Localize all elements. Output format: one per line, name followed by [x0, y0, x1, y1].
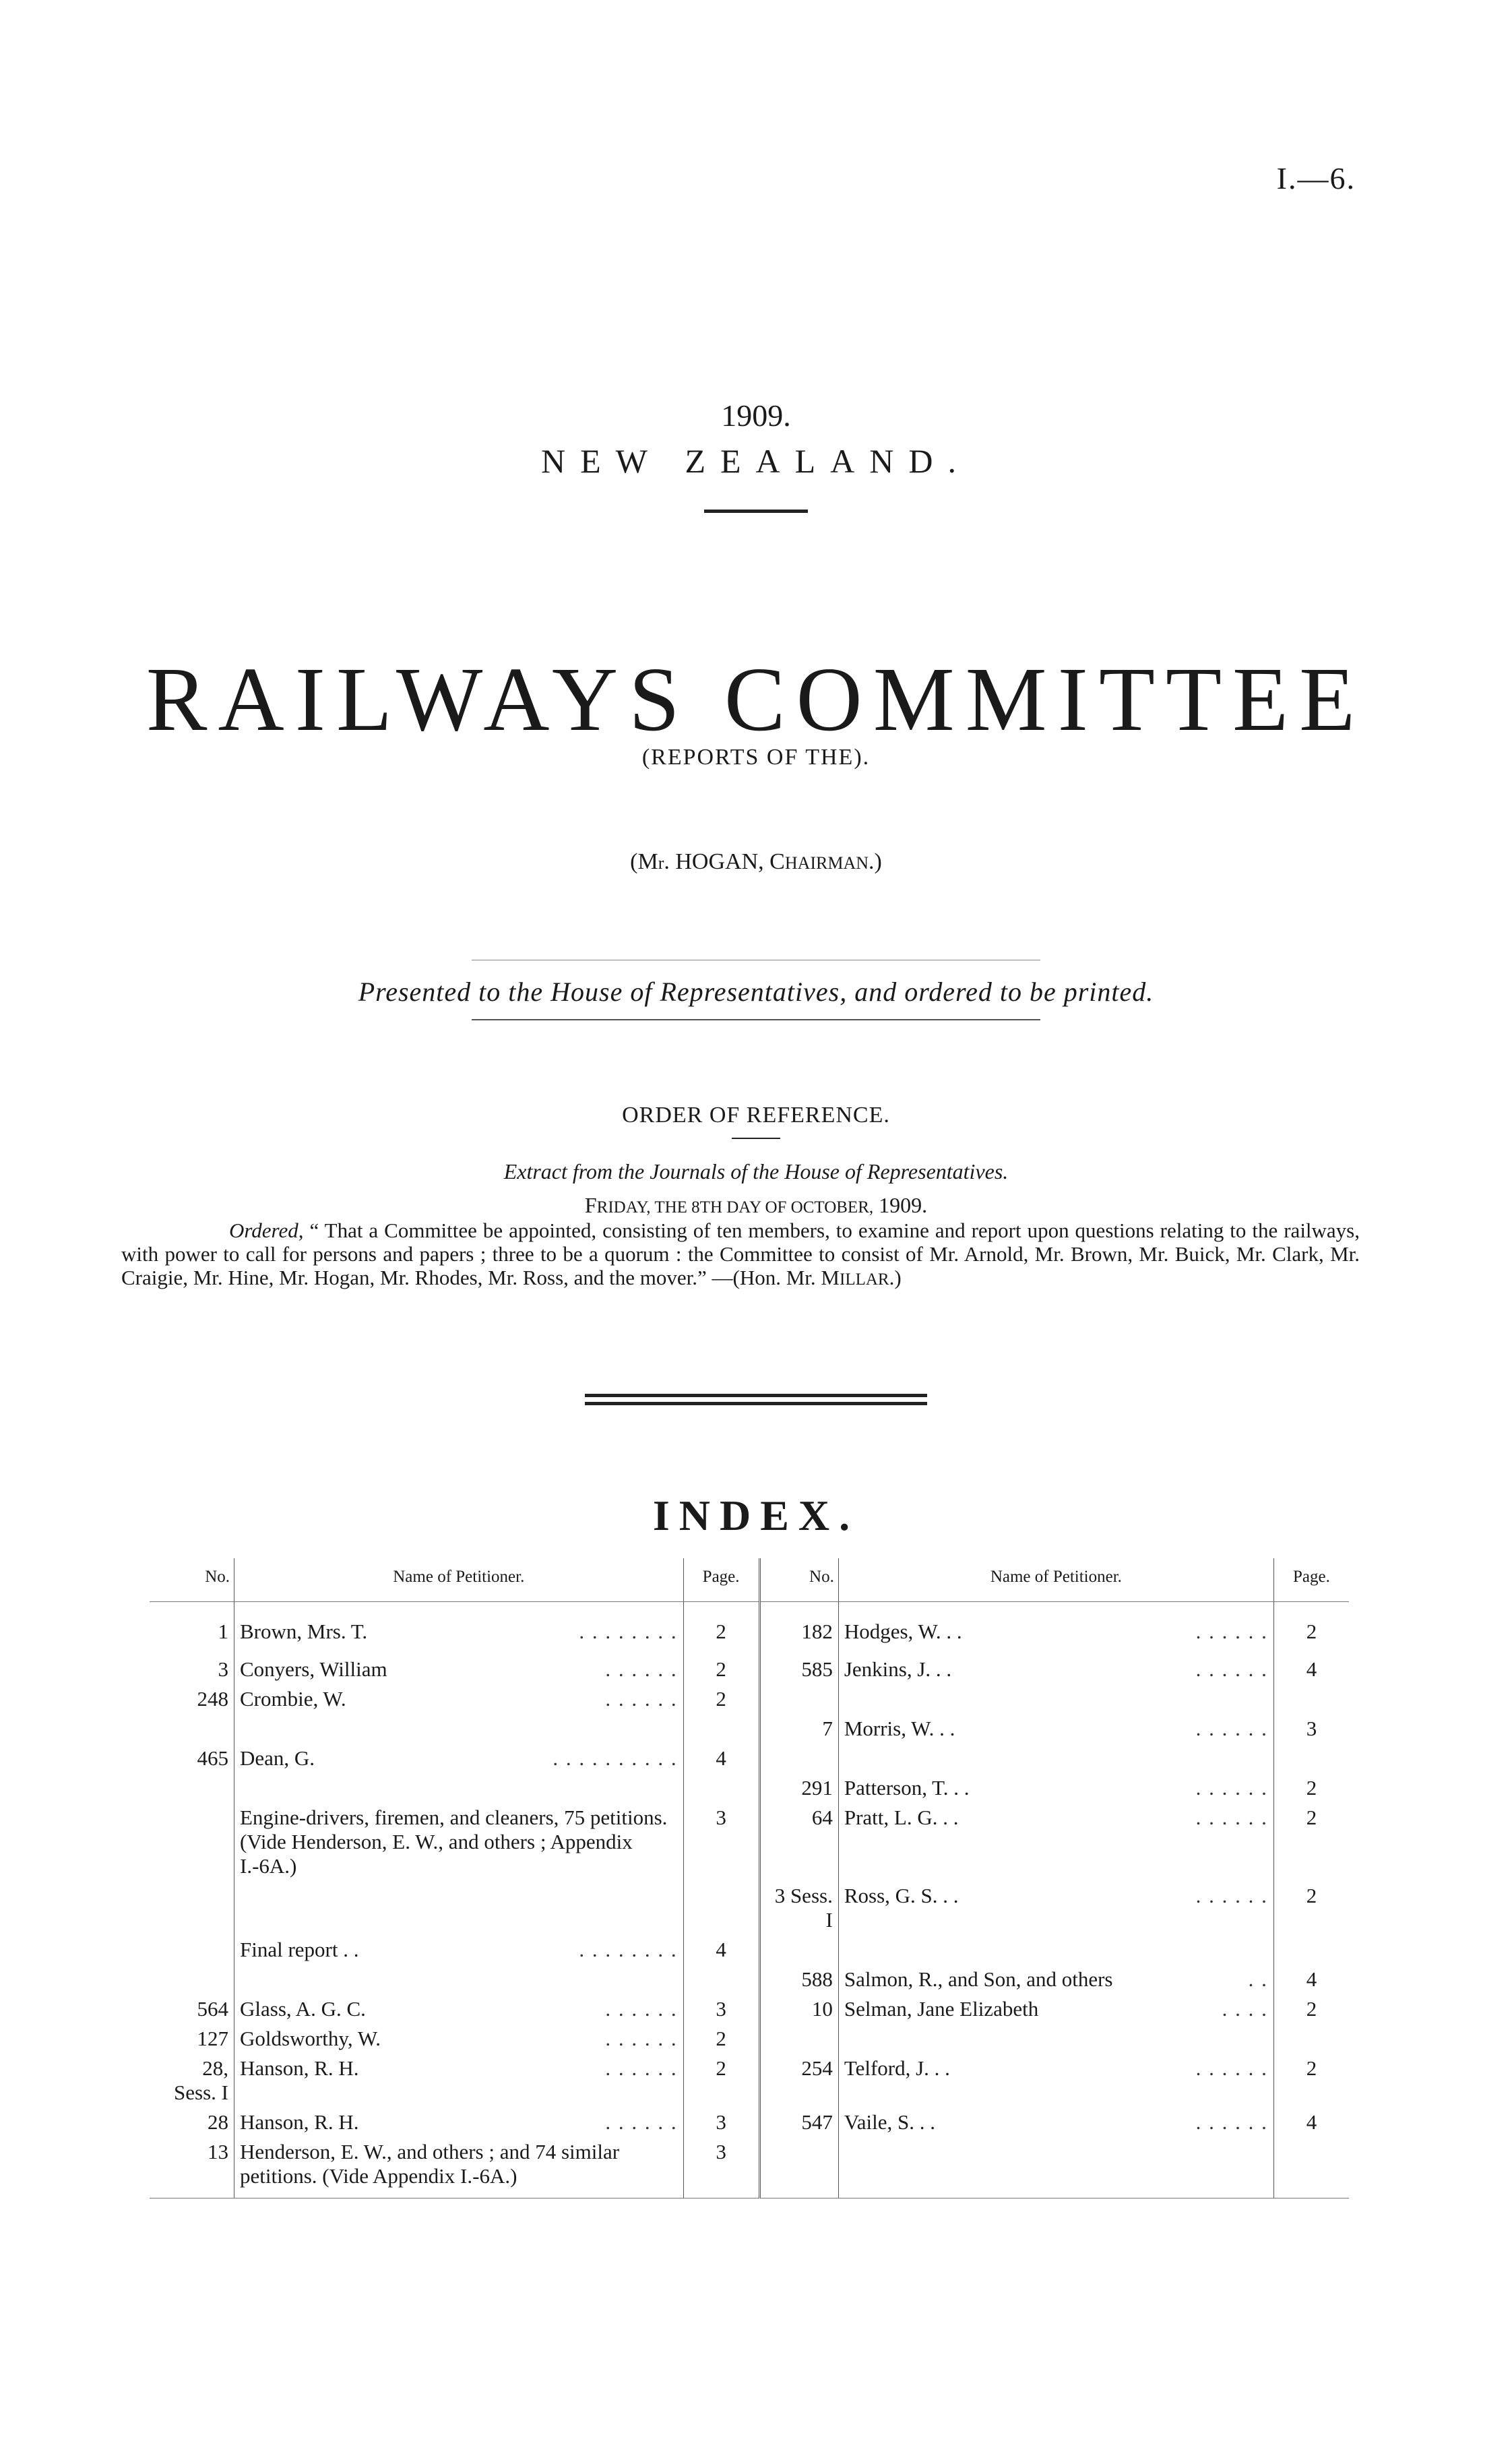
petitioner-name [838, 1965, 1273, 1994]
petitioner-name [838, 2054, 1273, 2108]
index-page [683, 1684, 759, 1714]
index-page-text: 3 [716, 2110, 726, 2134]
index-page [1273, 1744, 1349, 1773]
petitioner-name-text: Telford, J. . . [844, 2056, 950, 2080]
index-no [150, 1965, 234, 1994]
divider [472, 1019, 1040, 1020]
index-page [683, 1773, 759, 1803]
index-no [150, 1744, 234, 1773]
index-no [759, 1965, 838, 1994]
index-page [1273, 1773, 1349, 1803]
petitioner-name [234, 2024, 684, 2054]
petitioner-name [838, 1744, 1273, 1773]
index-page [683, 1714, 759, 1744]
petitioner-name-text: Hodges, W. . . [844, 1620, 962, 1643]
petitioner-name-text: Henderson, E. W., and others ; and 74 similar petitions. (Vide Appendix I.-6A.) [240, 2140, 620, 2188]
index-page [683, 1647, 759, 1684]
petitioner-name-text: Final report . . [240, 1938, 359, 1961]
table-row [150, 2108, 1349, 2137]
index-no-text: 182 [801, 1620, 833, 1643]
table-row [150, 1881, 1349, 1935]
leader-dots: . . . . . . [605, 2110, 678, 2134]
index-page [1273, 2054, 1349, 2108]
petitioner-name-text: Conyers, William [240, 1657, 387, 1681]
petitioner-name [838, 1994, 1273, 2024]
index-page [683, 1965, 759, 1994]
index-page-text: 2 [1306, 1997, 1317, 2021]
index-page [683, 2024, 759, 2054]
index-no [150, 1714, 234, 1744]
index-no-text: 564 [197, 1997, 228, 2021]
index-no-text: 127 [197, 2027, 228, 2050]
petitioner-name [838, 1684, 1273, 1714]
index-no-text: 10 [811, 1997, 833, 2021]
index-no-text: 28 [208, 2110, 228, 2134]
petitioner-name [838, 2024, 1273, 2054]
index-no-text: 28, Sess. I [174, 2056, 228, 2104]
index-no [150, 2137, 234, 2198]
index-page [683, 2054, 759, 2108]
index-page [683, 2108, 759, 2137]
divider [732, 1138, 780, 1139]
index-page [1273, 1994, 1349, 2024]
index-no [150, 1773, 234, 1803]
petitioner-name-text: Selman, Jane Elizabeth [844, 1997, 1039, 2021]
petitioner-name [234, 1803, 684, 1881]
table-row [150, 1602, 1349, 1647]
petitioner-name-text: Hanson, R. H. [240, 2110, 359, 2134]
petitioner-name [838, 1602, 1273, 1647]
petitioner-name-text: Hanson, R. H. [240, 2056, 359, 2080]
index-page-text: 4 [716, 1938, 726, 1961]
petitioner-name [234, 1714, 684, 1744]
index-no [759, 2108, 838, 2137]
chairman: (Mr. HOGAN, CHAIRMAN.) [630, 849, 882, 874]
index-no-text: 291 [801, 1776, 833, 1800]
index-page-text: 2 [1306, 1776, 1317, 1800]
index-page-text: 4 [1306, 2110, 1317, 2134]
index-page-text: 2 [716, 1687, 726, 1711]
leader-dots: . . . . . . . . [579, 1938, 678, 1961]
table-row [150, 1647, 1349, 1684]
petitioner-name [234, 2108, 684, 2137]
petitioner-name-text: Pratt, L. G. . . [844, 1806, 959, 1829]
petitioner-name-text: Ross, G. S. . . [844, 1884, 959, 1907]
petitioner-name [234, 2137, 684, 2198]
index-no [759, 1994, 838, 2024]
index-page-text: 4 [1306, 1967, 1317, 1991]
leader-dots: . . . . . . [605, 2056, 678, 2080]
col-page: Page. [1273, 1558, 1349, 1602]
petitioner-name-text: Salmon, R., and Son, and others [844, 1967, 1113, 1991]
index-no-text: 13 [208, 2140, 228, 2163]
petitioner-name-text: Vaile, S. . . [844, 2110, 936, 2134]
table-header [150, 1558, 1349, 1602]
index-page [683, 1994, 759, 2024]
petitioner-name [234, 1744, 684, 1773]
petitioner-name [838, 1714, 1273, 1744]
index-page [1273, 1803, 1349, 1881]
divider [704, 510, 808, 513]
index-page-text: 2 [716, 2027, 726, 2050]
index-no [759, 1684, 838, 1714]
index-page-text: 3 [716, 2140, 726, 2163]
index-page [1273, 1602, 1349, 1647]
index-no [759, 1935, 838, 1965]
index-no [150, 2108, 234, 2137]
petitioner-name-text: Engine-drivers, firemen, and cleaners, 75 petitions. (Vide Henderson, E. W., and others ; Appendix I.-6A.) [240, 1806, 668, 1878]
table-row [150, 2054, 1349, 2108]
petitioner-name-text: Jenkins, J. . . [844, 1657, 952, 1681]
index-page-text: 2 [1306, 2056, 1317, 2080]
table-row [150, 2137, 1349, 2198]
petitioner-name-text: Morris, W. . . [844, 1717, 955, 1740]
index-page-text: 2 [1306, 1620, 1317, 1643]
index-no-text: 3 Sess. I [774, 1884, 833, 1932]
petitioner-name-text: Patterson, T. . . [844, 1776, 970, 1800]
order-date: FRIDAY, THE 8TH DAY OF OCTOBER, 1909. [584, 1193, 928, 1217]
index-page-text: 2 [1306, 1806, 1317, 1829]
col-name: Name of Petitioner. [838, 1558, 1273, 1602]
petitioner-name [838, 1773, 1273, 1803]
index-no [759, 1881, 838, 1935]
petitioner-name [838, 1803, 1273, 1881]
index-page [683, 2137, 759, 2198]
index-page [683, 1803, 759, 1881]
leader-dots: . . . . . . [605, 1687, 678, 1711]
index-no [150, 2054, 234, 2108]
petitioner-name [234, 1881, 684, 1935]
country: NEW ZEALAND. [541, 442, 971, 480]
index-page [1273, 1965, 1349, 1994]
petitioner-name [234, 1773, 684, 1803]
index-page-text: 2 [716, 1657, 726, 1681]
index-no [150, 1994, 234, 2024]
index-page [1273, 2024, 1349, 2054]
index-page [683, 1935, 759, 1965]
petitioner-name [838, 1647, 1273, 1684]
leader-dots: . . . . . . [1195, 1806, 1268, 1829]
index-page [1273, 1647, 1349, 1684]
index-no [150, 2024, 234, 2054]
leader-dots: . . . . . . [605, 1997, 678, 2021]
index-no [759, 1773, 838, 1803]
index-page [683, 1602, 759, 1647]
leader-dots: . . . . . . [1195, 1884, 1268, 1907]
petitioner-name-text: Goldsworthy, W. [240, 2027, 381, 2050]
index-no [759, 2024, 838, 2054]
index-no [150, 1881, 234, 1935]
petitioner-name [234, 2054, 684, 2108]
index-no-text: 585 [801, 1657, 833, 1681]
index-no-text: 588 [801, 1967, 833, 1991]
index-no-text: 465 [197, 1746, 228, 1770]
col-page: Page. [683, 1558, 759, 1602]
leader-dots: . . . . . . [1195, 2056, 1268, 2080]
index-no [150, 1602, 234, 1647]
index-no [759, 1647, 838, 1684]
index-no-text: 248 [197, 1687, 228, 1711]
page-title: RAILWAYS COMMITTEE [146, 649, 1366, 750]
col-no: No. [759, 1558, 838, 1602]
document-reference: I.—6. [1276, 161, 1356, 195]
double-rule [585, 1402, 927, 1405]
index-no [759, 1602, 838, 1647]
leader-dots: . . . . . . . . . . [553, 1746, 678, 1770]
extract-line: Extract from the Journals of the House of Representatives. [503, 1159, 1009, 1183]
table-row [150, 1803, 1349, 1881]
table-row [150, 2024, 1349, 2054]
index-page-text: 2 [1306, 1884, 1317, 1907]
index-page [1273, 1935, 1349, 1965]
subtitle: (REPORTS OF THE). [641, 745, 871, 770]
index-page [1273, 2137, 1349, 2198]
leader-dots: . . . . . . [1195, 1620, 1268, 1643]
order-heading: ORDER OF REFERENCE. [622, 1103, 890, 1128]
index-no-text: 7 [822, 1717, 833, 1740]
table-row [150, 1714, 1349, 1744]
index-no [150, 1647, 234, 1684]
index-no [759, 1714, 838, 1744]
table-row [150, 1994, 1349, 2024]
table-row [150, 1744, 1349, 1773]
index-no [759, 1744, 838, 1773]
index-page [683, 1744, 759, 1773]
index-table [150, 1558, 1349, 2198]
index-no-text: 1 [218, 1620, 228, 1643]
index-no [150, 1803, 234, 1881]
index-page-text: 4 [1306, 1657, 1317, 1681]
leader-dots: . . . . . . [1195, 1776, 1268, 1800]
index-no-text: 64 [811, 1806, 833, 1829]
petitioner-name [838, 2108, 1273, 2137]
presented-note: Presented to the House of Representatives, and ordered to be printed. [358, 977, 1154, 1007]
index-no [150, 1935, 234, 1965]
index-page [683, 1881, 759, 1935]
index-no-text: 547 [801, 2110, 833, 2134]
petitioner-name [234, 1935, 684, 1965]
leader-dots: . . . . . . [1195, 2110, 1268, 2134]
order-text: Ordered, “ That a Committee be appointed, consisting of ten members, to examine and report upon questions relating to the railways, with power to call for persons and papers ; three to be a quorum : the Committee to consist of Mr. Arnold, Mr. Brown, Mr. Buick, Mr. Clark, Mr. Craigie, Mr. Hine, Mr. Hogan, Mr. Rhodes, Mr. Ross, and the mover.” —(Hon. Mr. MILLAR.) [121, 1219, 1360, 1289]
petitioner-name [234, 1647, 684, 1684]
index-page-text: 2 [716, 2056, 726, 2080]
index-page [1273, 1714, 1349, 1744]
index-heading: INDEX. [652, 1492, 860, 1539]
petitioner-name [234, 1994, 684, 2024]
leader-dots: . . . . [1222, 1997, 1268, 2021]
index-page [1273, 2108, 1349, 2137]
leader-dots: . . [1248, 1967, 1268, 1991]
index-no [759, 2137, 838, 2198]
index-page-text: 2 [716, 1620, 726, 1643]
table-row [150, 1935, 1349, 1965]
index-no-text: 3 [218, 1657, 228, 1681]
index-page-text: 3 [716, 1997, 726, 2021]
leader-dots: . . . . . . [605, 1657, 678, 1681]
year: 1909. [721, 398, 791, 433]
leader-dots: . . . . . . [1195, 1717, 1268, 1740]
petitioner-name-text: Dean, G. [240, 1746, 315, 1770]
petitioner-name [234, 1965, 684, 1994]
petitioner-name-text: Glass, A. G. C. [240, 1997, 366, 2021]
index-page-text: 4 [716, 1746, 726, 1770]
petitioner-name [838, 1881, 1273, 1935]
leader-dots: . . . . . . [1195, 1657, 1268, 1681]
double-rule [585, 1394, 927, 1397]
index-no [150, 1684, 234, 1714]
index-page [1273, 1881, 1349, 1935]
petitioner-name [838, 1935, 1273, 1965]
leader-dots: . . . . . . [605, 2027, 678, 2050]
petitioner-name [838, 2137, 1273, 2198]
table-row [150, 1965, 1349, 1994]
index-page-text: 3 [716, 1806, 726, 1829]
col-name: Name of Petitioner. [234, 1558, 684, 1602]
index-no-text: 254 [801, 2056, 833, 2080]
index-no [759, 2054, 838, 2108]
index-page-text: 3 [1306, 1717, 1317, 1740]
petitioner-name-text: Brown, Mrs. T. [240, 1620, 368, 1643]
petitioner-name [234, 1684, 684, 1714]
table-row [150, 1684, 1349, 1714]
petitioner-name-text: Crombie, W. [240, 1687, 346, 1711]
index-no [759, 1803, 838, 1881]
col-no: No. [150, 1558, 234, 1602]
leader-dots: . . . . . . . . [579, 1620, 678, 1643]
index-page [1273, 1684, 1349, 1714]
petitioner-name [234, 1602, 684, 1647]
table-row [150, 1773, 1349, 1803]
